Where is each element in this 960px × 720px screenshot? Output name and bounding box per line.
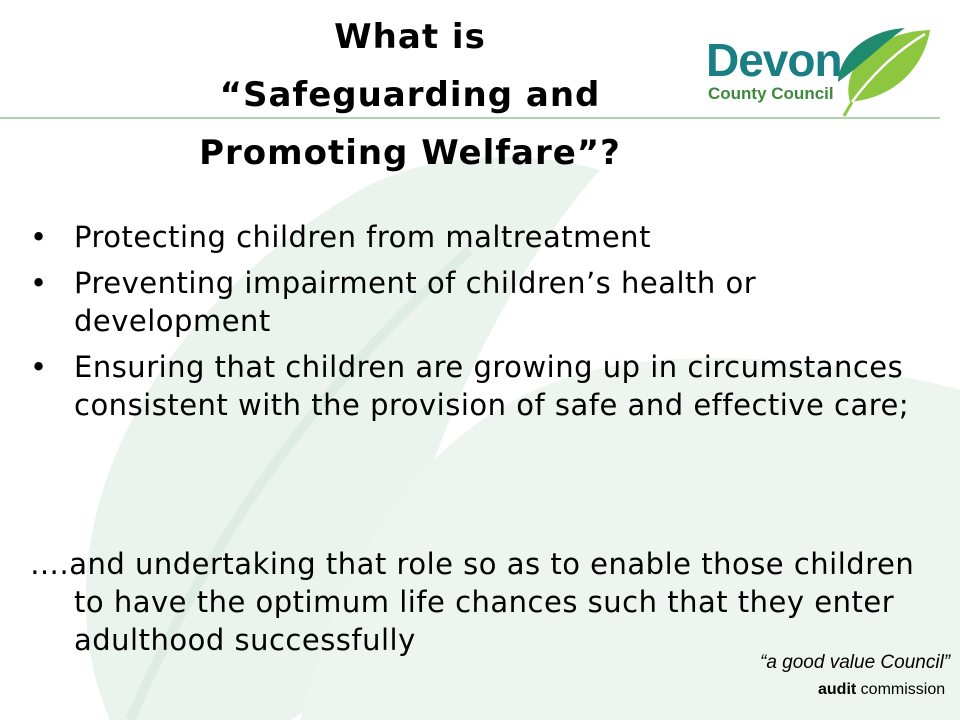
bullet-dot: • — [30, 220, 48, 254]
bullet-item — [30, 218, 910, 256]
title-line-1: What is — [334, 17, 486, 57]
footer-tagline: “a good value Council” — [760, 652, 951, 673]
bullet-list — [30, 218, 910, 432]
leaf-icon — [830, 22, 935, 117]
audit-word: audit — [818, 681, 857, 698]
logo-name: Devon — [706, 34, 842, 86]
title-line-2: “Safeguarding and — [219, 75, 601, 115]
bullet-text: Ensuring that children are growing up in circumstances consistent with the provision of safe and effective care; — [74, 350, 910, 422]
bullet-item — [30, 348, 910, 424]
title-line-3: Promoting Welfare”? — [199, 133, 621, 173]
bullet-dot: • — [30, 266, 48, 300]
commission-word: commission — [856, 681, 946, 698]
bullet-text: Protecting children from maltreatment — [74, 220, 651, 254]
audit-commission-mark — [818, 681, 945, 699]
bullet-item — [30, 264, 910, 340]
bullet-dot: • — [30, 350, 48, 384]
logo-subtitle: County Council — [708, 84, 834, 103]
slide-title — [150, 8, 670, 182]
bullet-text: Preventing impairment of children’s health or development — [74, 266, 757, 338]
devon-county-council-logo — [700, 22, 940, 117]
closing-statement: ….and undertaking that role so as to enable those children to have the optimum life chances such that they enter adulthood successfully — [30, 547, 915, 657]
